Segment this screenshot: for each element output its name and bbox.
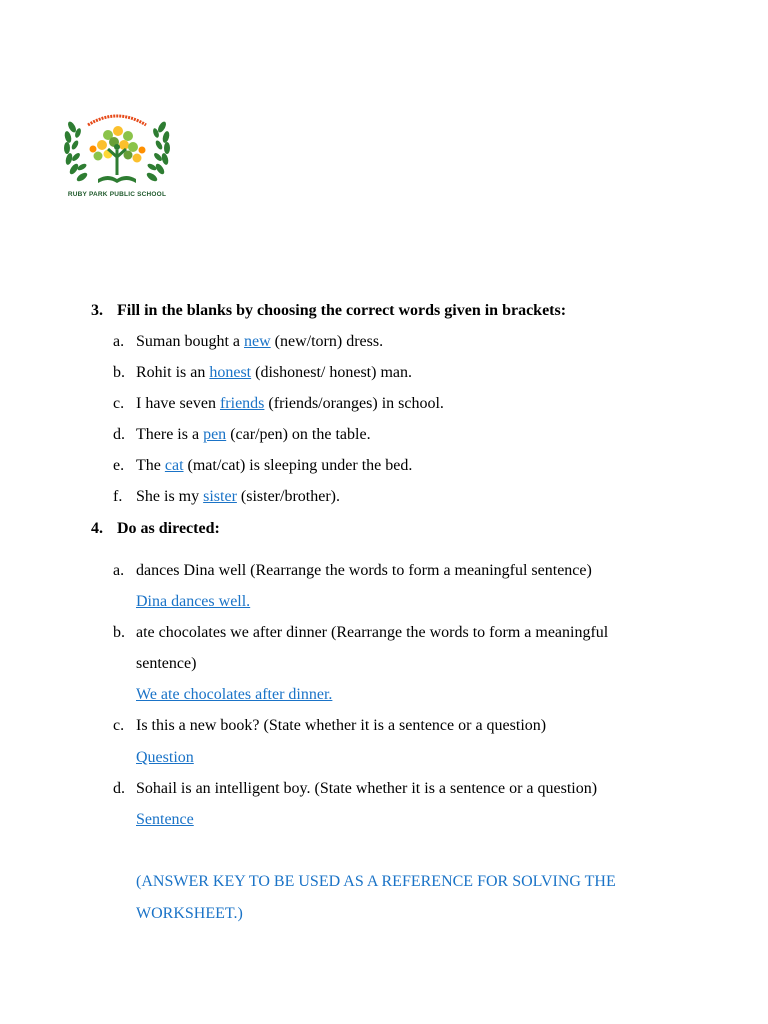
q4-item-c bbox=[113, 716, 124, 736]
q3-item bbox=[136, 456, 412, 476]
q3-item-letter: e. bbox=[113, 457, 125, 474]
q3-item-letter: b. bbox=[113, 364, 125, 381]
q3-item bbox=[136, 487, 340, 507]
q4-title: Do as directed: bbox=[117, 520, 220, 537]
q3-item-prefix: The bbox=[136, 457, 165, 474]
q4-item-d-text: Sohail is an intelligent boy. (State whether it is a sentence or a question) bbox=[136, 780, 598, 797]
q4-item-d-answer[interactable]: Sentence bbox=[136, 811, 194, 828]
q3-item-prefix: Suman bought a bbox=[136, 333, 244, 350]
q3-item-answer[interactable]: cat bbox=[164, 457, 184, 474]
q3-item-prefix: There is a bbox=[136, 426, 204, 443]
answer-key-note-line2: WORKSHEET.) bbox=[136, 905, 243, 922]
q3-item bbox=[136, 332, 383, 352]
q3-item-answer[interactable]: honest bbox=[209, 364, 252, 381]
q3-item-answer[interactable]: friends bbox=[219, 395, 265, 412]
q4-item-c-answer[interactable]: Question bbox=[136, 749, 194, 766]
answer-key-note-line1: (ANSWER KEY TO BE USED AS A REFERENCE FOR SOLVING THE bbox=[136, 873, 616, 890]
q4-heading bbox=[91, 519, 220, 539]
q3-item-suffix: (mat/cat) is sleeping under the bed. bbox=[183, 457, 413, 474]
q3-item-prefix: Rohit is an bbox=[136, 364, 210, 381]
q3-item-suffix: (dishonest/ honest) man. bbox=[251, 364, 412, 381]
q3-number: 3. bbox=[91, 302, 103, 319]
q3-item-suffix: (friends/oranges) in school. bbox=[264, 395, 444, 412]
item-letter: b. bbox=[113, 624, 125, 641]
q3-item-letter: c. bbox=[113, 395, 125, 412]
q3-title: Fill in the blanks by choosing the correct words given in brackets: bbox=[117, 302, 567, 319]
q3-item-suffix: (new/torn) dress. bbox=[270, 333, 384, 350]
q4-item-a-answer[interactable]: Dina dances well. bbox=[136, 593, 251, 610]
q4-item-b-text: ate chocolates we after dinner (Rearrange the words to form a meaningful bbox=[136, 624, 609, 641]
q3-item-suffix: (sister/brother). bbox=[236, 488, 340, 505]
q3-item-answer[interactable]: sister bbox=[203, 488, 237, 505]
q3-item-letter: f. bbox=[113, 488, 123, 505]
q4-item-a-text: dances Dina well (Rearrange the words to form a meaningful sentence) bbox=[136, 562, 592, 579]
q4-item-b-text-cont: sentence) bbox=[136, 655, 197, 672]
q3-item bbox=[136, 425, 371, 445]
school-logo bbox=[58, 105, 176, 205]
q4-item-a bbox=[113, 561, 124, 581]
q3-item-prefix: She is my bbox=[136, 488, 204, 505]
school-name: RUBY PARK PUBLIC SCHOOL bbox=[67, 191, 167, 198]
q3-item-prefix: I have seven bbox=[136, 395, 220, 412]
q3-heading bbox=[91, 301, 566, 321]
q3-item-suffix: (car/pen) on the table. bbox=[226, 426, 371, 443]
q4-item-d bbox=[113, 779, 125, 799]
q3-item-letter: a. bbox=[113, 333, 125, 350]
item-letter: a. bbox=[113, 562, 125, 579]
q3-item-answer[interactable]: new bbox=[244, 333, 271, 350]
q4-number: 4. bbox=[91, 520, 103, 537]
q3-item bbox=[136, 363, 412, 383]
tree-wreath-icon bbox=[58, 105, 176, 193]
item-letter: d. bbox=[113, 780, 125, 797]
item-letter: c. bbox=[113, 717, 125, 734]
q4-item-b-answer[interactable]: We ate chocolates after dinner. bbox=[136, 686, 333, 703]
q4-item-b bbox=[113, 623, 125, 643]
q3-item bbox=[136, 394, 444, 414]
q4-item-c-text: Is this a new book? (State whether it is a sentence or a question) bbox=[136, 717, 547, 734]
q3-item-answer[interactable]: pen bbox=[203, 426, 227, 443]
q3-item-letter: d. bbox=[113, 426, 125, 443]
